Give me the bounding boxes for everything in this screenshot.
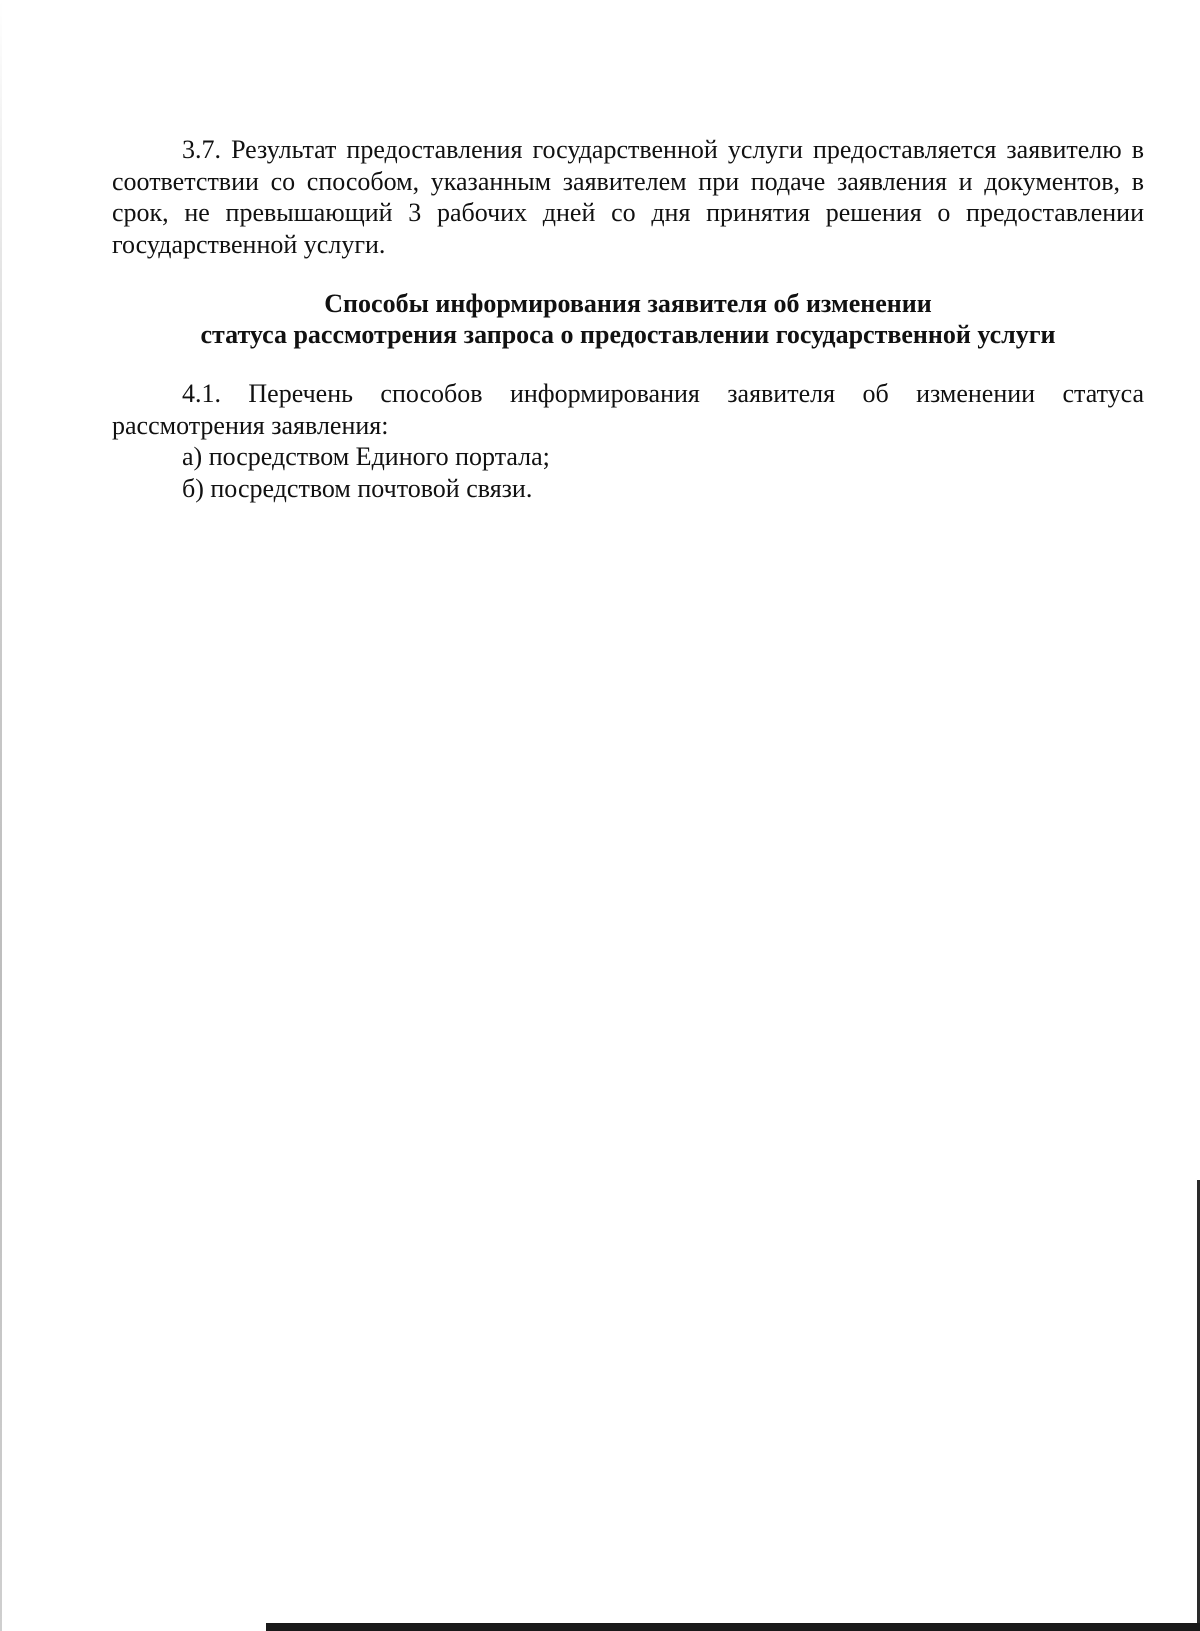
scan-left-edge (0, 0, 2, 1631)
section-heading-line-2: статуса рассмотрения запроса о предоставлении государственной услуги (200, 320, 1056, 349)
paragraph-4-1: 4.1. Перечень способов информирования заявителя об изменении статуса рассмотрения заявления: (112, 379, 1144, 440)
list-item-b: б) посредством почтовой связи. (182, 473, 533, 503)
paragraph-3-7: 3.7. Результат предоставления государственной услуги предоставляется заявителю в соответствии со способом, указанным заявителем при подаче заявления и документов, в срок, не превышающий 3 рабочих дней со дня принятия решения о предоставлении государственной услуги. (112, 135, 1144, 259)
section-heading-line-1: Способы информирования заявителя об изменении (324, 289, 932, 318)
scan-bottom-edge (266, 1623, 1200, 1631)
section-heading (112, 288, 1144, 350)
list-item-a: а) посредством Единого портала; (182, 442, 550, 471)
document-body (112, 134, 1144, 504)
